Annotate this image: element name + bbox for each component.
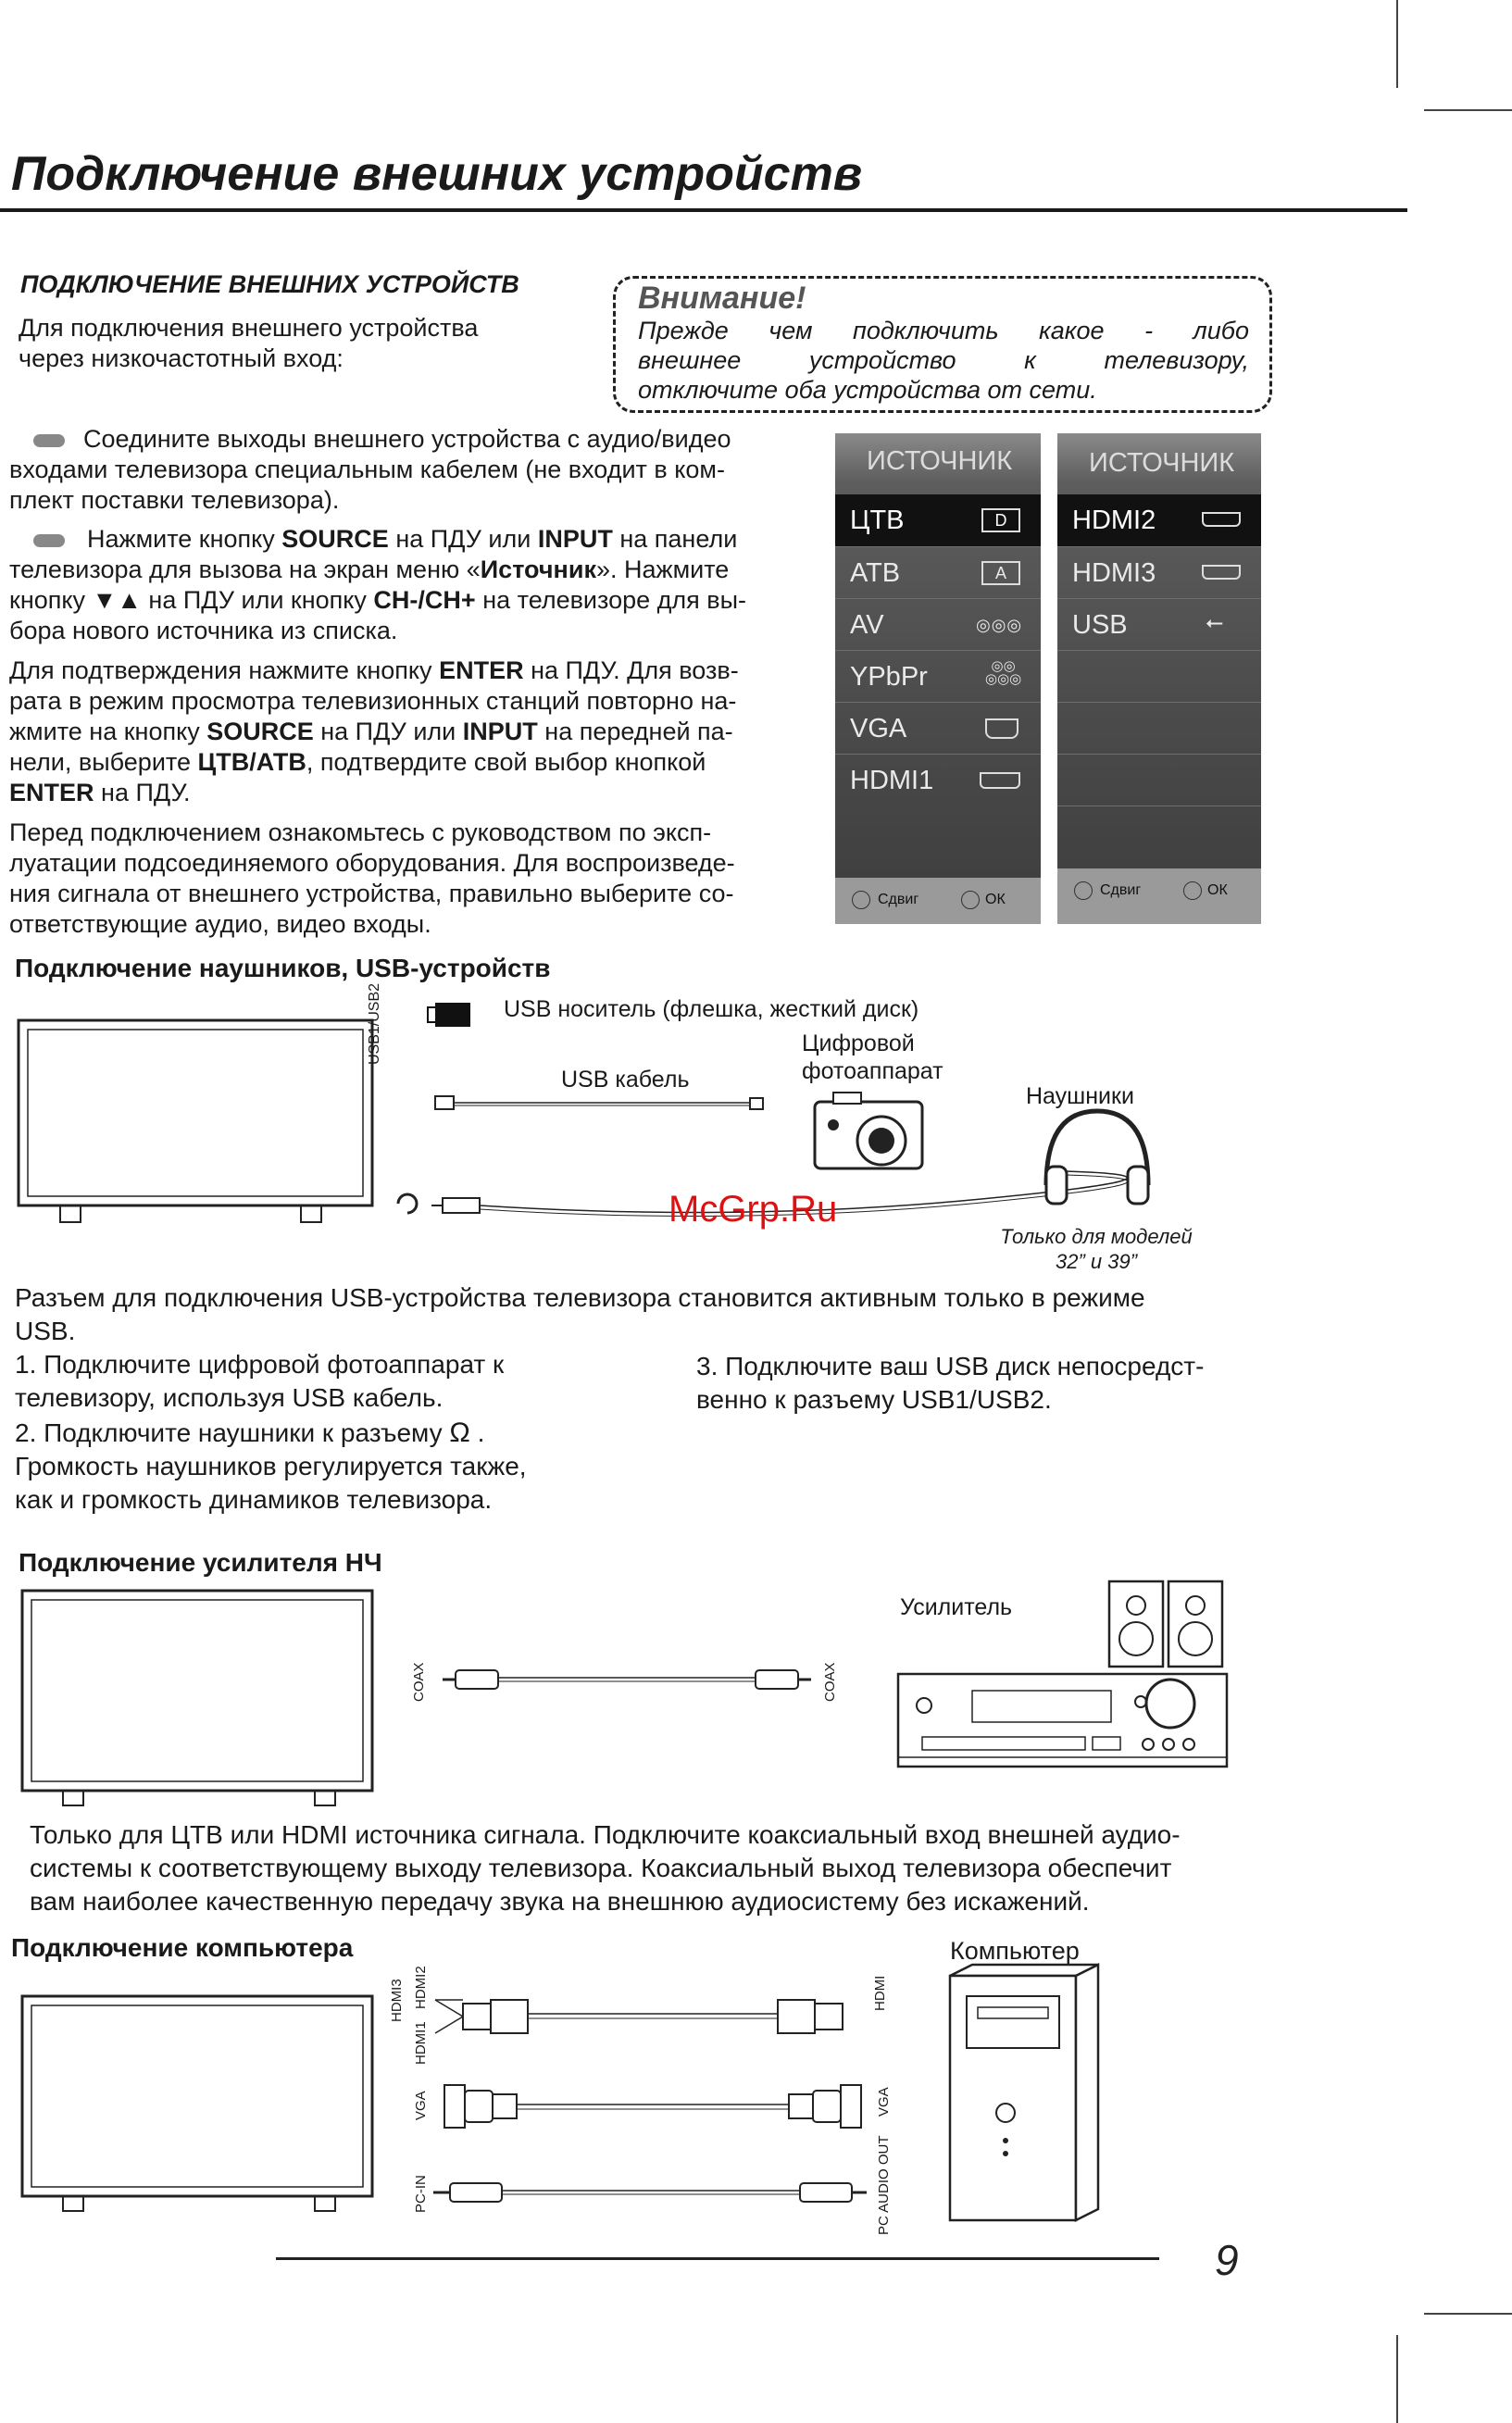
- menu-item-dtv[interactable]: ЦТВ D: [835, 494, 1041, 546]
- warning-title: Внимание!: [638, 281, 806, 316]
- move-icon: [1074, 881, 1093, 900]
- vga-pc-label: VGA: [876, 2087, 892, 2117]
- usb-port-label: USB1/USB2: [367, 982, 382, 1065]
- crop-mark: [1424, 2313, 1512, 2315]
- pc-diagram: [0, 1963, 1512, 2259]
- ok-icon: [1183, 881, 1202, 900]
- page-title: Подключение внешних устройств: [11, 147, 863, 201]
- step-1: Соедините выходы внешнего устройства с аудио/видео входами телевизора специальным кабелем (не входит в ком- плект поставки телевизора).: [9, 425, 731, 514]
- menu-footer: Сдвиг ОК: [835, 878, 1041, 924]
- audio-cable-icon: [433, 2183, 867, 2202]
- footer-rule: [276, 2257, 1159, 2260]
- hdmi3-label: HDMI3: [389, 1979, 405, 2022]
- warning-text: Прежде чем подключить какое - либо внешнее устройство к телевизору, отключите оба устройства от сети.: [638, 317, 1249, 404]
- source-menu-right: [1057, 433, 1261, 924]
- vga-icon: [985, 718, 1018, 739]
- vga-tv-label: VGA: [413, 2091, 429, 2120]
- amp-diagram: [0, 1574, 1512, 1815]
- intro-text: Для подключения внешнего устройства через низкочастотный вход:: [19, 314, 479, 372]
- amplifier-label: Усилитель: [900, 1594, 1013, 1620]
- camera-label: Цифровой фотоаппарат: [802, 1030, 943, 1084]
- move-icon: [852, 891, 870, 909]
- hdmi2-label: HDMI2: [413, 1966, 429, 2009]
- usb-list-3: 3. Подключите ваш USB диск непосредст- венно к разъему USB1/USB2.: [696, 1352, 1205, 1414]
- tv-illustration: [19, 1020, 372, 1222]
- pc-audio-label: PC AUDIO OUT: [876, 2135, 892, 2235]
- crop-mark: [1424, 109, 1512, 111]
- note-text: Перед подключением ознакомьтесь с руководством по эксп- луатации подсоединяемого оборудования. Для воспроизведе- ния сигнала от внешнего устройства, правильно выберите со- ответствующие аудио, видео входы.: [9, 818, 735, 938]
- crop-mark: [1396, 2335, 1398, 2423]
- av-jacks-icon: ◎◎◎: [976, 616, 1023, 634]
- title-rule: [0, 208, 1407, 212]
- hdmi-pc-label: HDMI: [872, 1975, 888, 2011]
- usb-text: Разъем для подключения USB-устройства телевизора становится активным только в режиме USB.: [15, 1283, 1145, 1345]
- hdmi-icon: [980, 772, 1020, 789]
- usb-list-1: 1. Подключите цифровой фотоаппарат к телевизору, используя USB кабель.: [15, 1350, 505, 1412]
- menu-title: ИСТОЧНИК: [1089, 448, 1235, 478]
- camera-icon: [815, 1093, 922, 1168]
- computer-tower-icon: [950, 1965, 1098, 2220]
- source-menu-left: [835, 433, 1041, 924]
- menu-title: ИСТОЧНИК: [867, 446, 1013, 476]
- bullet-icon: [33, 434, 65, 447]
- menu-empty-row: [1057, 806, 1261, 857]
- menu-item-atv[interactable]: АТВ A: [835, 546, 1041, 598]
- ok-icon: [961, 891, 980, 909]
- menu-item-hdmi1[interactable]: HDMI1: [835, 754, 1041, 806]
- watermark: McGrp.Ru: [669, 1189, 838, 1230]
- coax-amp-label: COAX: [822, 1662, 838, 1702]
- menu-empty-row: [1057, 702, 1261, 754]
- menu-empty-row: [1057, 754, 1261, 806]
- speakers-icon: [1109, 1581, 1222, 1667]
- hdmi-cable-icon: [435, 2000, 843, 2033]
- digital-icon: D: [981, 508, 1020, 532]
- tv-illustration: [22, 1591, 372, 1805]
- menu-empty-row: [1057, 650, 1261, 702]
- menu-item-vga[interactable]: VGA: [835, 702, 1041, 754]
- hdmi-icon: [1202, 512, 1241, 527]
- amp-section-heading: Подключение усилителя НЧ: [19, 1548, 382, 1577]
- confirm-text: Для подтверждения нажмите кнопку ENTER на ПДУ. Для возв- рата в режим просмотра телевизионных станций повторно на- жмите на кнопку SOURCE на ПДУ или INPUT на передней па- нели, выберите ЦТВ/АТВ, подтвердите свой выбор кнопкой ENTER на ПДУ.: [9, 656, 739, 806]
- menu-item-ypbpr[interactable]: YPbPr ◎◎ ◎◎◎: [835, 650, 1041, 702]
- intro-heading: ПОДКЛЮЧЕНИЕ ВНЕШНИХ УСТРОЙСТВ: [20, 270, 519, 298]
- hdmi-icon: [1202, 565, 1241, 580]
- menu-footer: Сдвиг ОК: [1057, 868, 1261, 924]
- steps-block: [9, 424, 829, 940]
- coax-tv-label: COAX: [411, 1662, 427, 1702]
- amplifier-icon: [898, 1674, 1227, 1767]
- warning-box: [613, 276, 1272, 413]
- crop-mark: [1396, 0, 1398, 88]
- usb-list-2: 2. Подключите наушники к разъему Ω . Громкость наушников регулируется также, как и громкость динамиков телевизора.: [15, 1418, 527, 1514]
- usb-drive-label: USB носитель (флешка, жесткий диск): [504, 996, 919, 1022]
- vga-cable-icon: [444, 2085, 861, 2128]
- usb-drive-icon: [428, 1003, 470, 1027]
- bullet-icon: [33, 534, 65, 547]
- usb-section-heading: Подключение наушников, USB-устройств: [15, 954, 551, 982]
- models-note: Только для моделей 32” и 39”: [1000, 1225, 1193, 1273]
- menu-item-av[interactable]: AV ◎◎◎: [835, 598, 1041, 650]
- amp-text: Только для ЦТВ или HDMI источника сигнала. Подключите коаксиальный вход внешней аудио- системы к соответствующему выходу телевизора. Коаксиальный выход телевизора обеспечит вам наиболее качественную передачу звука на внешнюю аудиосистему без искажений.: [30, 1820, 1181, 1916]
- hdmi1-label: HDMI1: [413, 2021, 429, 2065]
- step-2: Нажмите кнопку SOURCE на ПДУ или INPUT на панели телевизора для вызова на экран меню «Источник». Нажмите кнопку ▼▲ на ПДУ или кнопку CH-/CH+ на телевизоре для вы- бора нового источника из списка.: [9, 525, 747, 644]
- page-number: 9: [1215, 2236, 1239, 2284]
- pc-in-label: PC-IN: [413, 2175, 429, 2213]
- usb-cable-icon: [435, 1096, 763, 1109]
- menu-item-hdmi3[interactable]: HDMI3: [1057, 546, 1261, 598]
- headphone-jack-icon: Ω: [449, 1418, 470, 1448]
- analog-icon: A: [981, 561, 1020, 585]
- menu-item-usb[interactable]: USB ⭠: [1057, 598, 1261, 650]
- pc-section-heading: Подключение компьютера: [11, 1933, 354, 1962]
- menu-item-hdmi2[interactable]: HDMI2: [1057, 494, 1261, 546]
- coax-cable-icon: [443, 1670, 811, 1689]
- usb-cable-label: USB кабель: [561, 1067, 690, 1093]
- computer-label: Компьютер: [950, 1937, 1080, 1965]
- usb-icon: ⭠: [1206, 610, 1224, 635]
- tv-illustration: [22, 1996, 372, 2211]
- headphones-label: Наушники: [1026, 1083, 1134, 1109]
- component-icon: ◎◎ ◎◎◎: [985, 658, 1022, 687]
